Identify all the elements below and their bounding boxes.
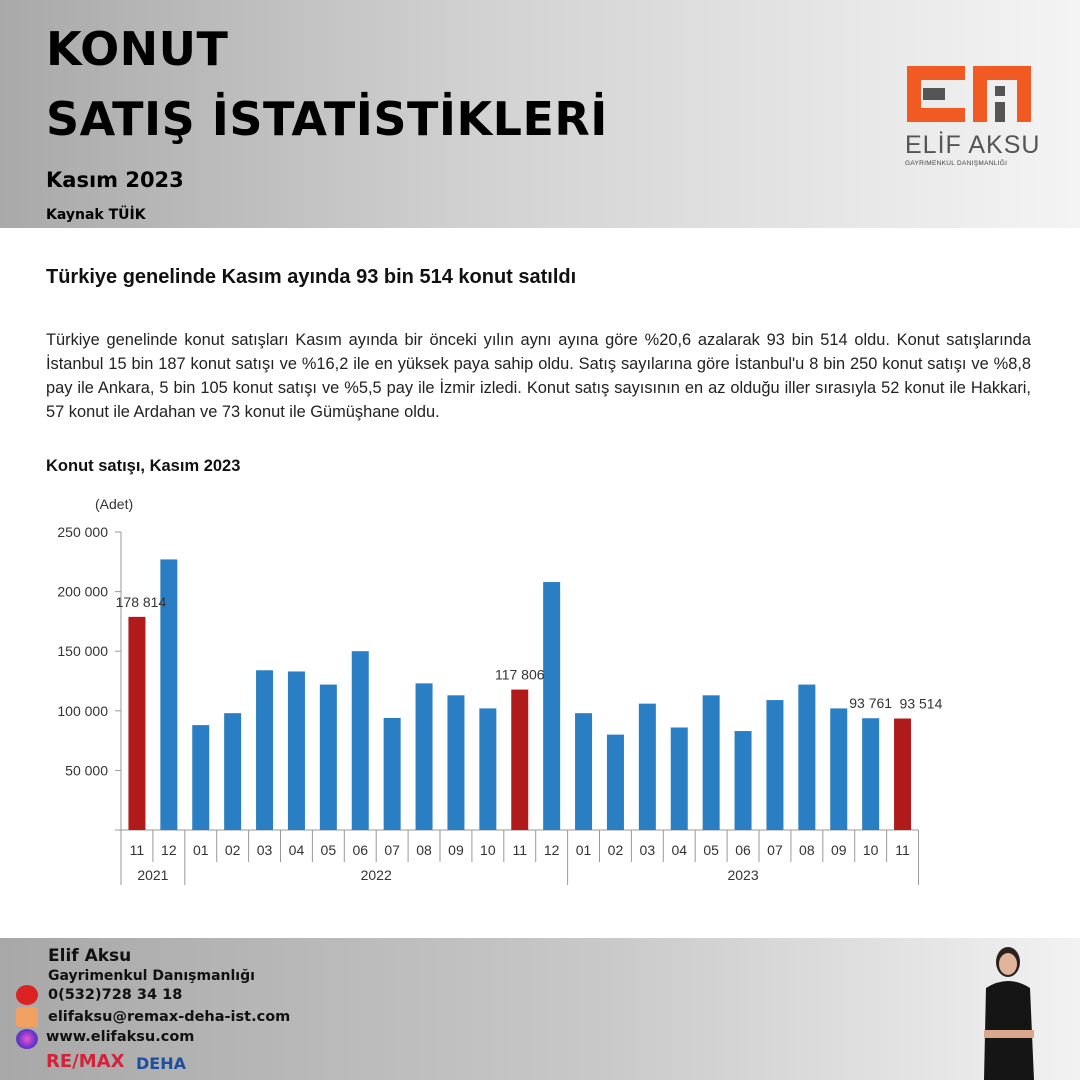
bar xyxy=(320,685,337,830)
source: Kaynak TÜİK xyxy=(46,207,146,223)
website[interactable]: www.elifaksu.com xyxy=(46,1029,195,1045)
x-tick-label: 08 xyxy=(799,842,815,858)
x-tick-label: 03 xyxy=(256,842,273,858)
header-banner xyxy=(0,0,1080,228)
bar xyxy=(479,708,496,830)
bar xyxy=(543,582,560,830)
bar xyxy=(639,704,656,830)
bar xyxy=(894,719,911,830)
bar xyxy=(511,690,528,830)
x-tick-label: 10 xyxy=(862,842,879,858)
y-tick-label: 150 000 xyxy=(57,643,108,660)
x-tick-label: 12 xyxy=(161,842,177,858)
bar xyxy=(735,731,752,830)
bar xyxy=(766,700,783,830)
x-tick-label: 04 xyxy=(671,842,688,858)
x-tick-label: 10 xyxy=(480,842,496,858)
logo-name: ELİF AKSU xyxy=(905,131,1041,159)
phone[interactable]: 0(532)728 34 18 xyxy=(48,987,183,1003)
article-body: Türkiye genelinde konut satışları Kasım ayında bir önceki yılın aynı ayına göre %20,6 azalarak 93 bin 514 oldu. Konut satışlarında İstanbul 15 bin 187 konut satışı ve %16,2 ile en yüksek paya sahip oldu. Satış sayılarına göre İstanbul'u 8 bin 250 konut satışı ve %8,8 pay ile Ankara, 5 bin 105 konut satışı ve %5,5 pay ile İzmir izledi. Konut satış sayısının en az olduğu iller sırasıyla 52 konut ile Hakkari, 57 konut ile Ardahan ve 73 konut ile Gümüşhane oldu. xyxy=(46,331,1031,421)
x-tick-label: 09 xyxy=(448,842,464,858)
data-label: 93 514 xyxy=(899,695,943,712)
x-tick-label: 03 xyxy=(639,842,656,858)
bar xyxy=(862,718,879,830)
bar xyxy=(288,671,305,830)
bar xyxy=(224,713,241,830)
remax-logo: RE/MAX xyxy=(46,1051,125,1072)
bar xyxy=(384,718,401,830)
bar xyxy=(798,685,815,830)
x-tick-label: 11 xyxy=(512,842,528,858)
agent-name: Elif Aksu xyxy=(48,946,132,966)
y-tick-label: 200 000 xyxy=(57,583,108,600)
bar xyxy=(830,708,847,830)
year-label: 2021 xyxy=(137,867,169,883)
bar xyxy=(607,735,624,830)
y-tick-label: 50 000 xyxy=(65,762,108,779)
x-tick-label: 11 xyxy=(895,842,910,858)
bar xyxy=(128,617,145,830)
bar xyxy=(703,695,720,830)
globe-icon xyxy=(16,1029,38,1049)
title-line1: KONUT xyxy=(46,22,229,76)
x-tick-label: 04 xyxy=(288,842,305,858)
subtitle: Kasım 2023 xyxy=(46,168,184,192)
x-tick-label: 07 xyxy=(384,842,400,858)
bar xyxy=(447,695,464,830)
x-tick-label: 01 xyxy=(192,842,209,858)
x-tick-label: 02 xyxy=(224,842,241,858)
x-tick-label: 05 xyxy=(703,842,719,858)
bar xyxy=(416,683,433,830)
logo xyxy=(905,64,1045,167)
y-tick-label: 100 000 xyxy=(57,702,108,719)
x-tick-label: 11 xyxy=(129,842,145,858)
x-tick-label: 01 xyxy=(575,842,592,858)
bar-chart xyxy=(0,480,1080,900)
email-icon xyxy=(16,1007,38,1027)
bar xyxy=(575,713,592,830)
x-tick-label: 05 xyxy=(320,842,337,858)
y-axis-label: (Adet) xyxy=(95,496,134,512)
ea-monogram-icon xyxy=(905,64,1035,124)
article-headline: Türkiye genelinde Kasım ayında 93 bin 514 konut satıldı xyxy=(46,266,577,288)
agent-title: Gayrimenkul Danışmanlığı xyxy=(48,968,255,984)
x-tick-label: 07 xyxy=(767,842,783,858)
data-label: 178 814 xyxy=(115,593,167,610)
email[interactable]: elifaksu@remax-deha-ist.com xyxy=(48,1009,291,1025)
bar xyxy=(671,727,688,830)
x-tick-label: 12 xyxy=(543,842,560,858)
year-label: 2023 xyxy=(727,867,759,883)
y-tick-label: 250 000 xyxy=(57,524,108,540)
deha-logo: DEHA xyxy=(136,1054,186,1073)
title-line2: SATIŞ İSTATİSTİKLERİ xyxy=(46,92,608,146)
bar xyxy=(256,670,273,830)
x-tick-label: 09 xyxy=(830,842,847,858)
phone-icon xyxy=(16,985,38,1005)
x-tick-label: 06 xyxy=(352,842,369,858)
agent-photo xyxy=(970,940,1050,1080)
x-tick-label: 02 xyxy=(607,842,624,858)
bar xyxy=(352,651,369,830)
x-tick-label: 06 xyxy=(735,842,751,858)
chart-title: Konut satışı, Kasım 2023 xyxy=(46,457,241,475)
logo-tagline: GAYRIMENKUL DANIŞMANLIĞI xyxy=(905,160,1008,167)
data-label: 117 806 xyxy=(494,666,545,683)
x-tick-label: 08 xyxy=(416,842,432,858)
footer xyxy=(0,938,1080,1080)
data-label: 93 761 xyxy=(849,695,893,712)
bar xyxy=(192,725,209,830)
year-label: 2022 xyxy=(360,867,392,883)
